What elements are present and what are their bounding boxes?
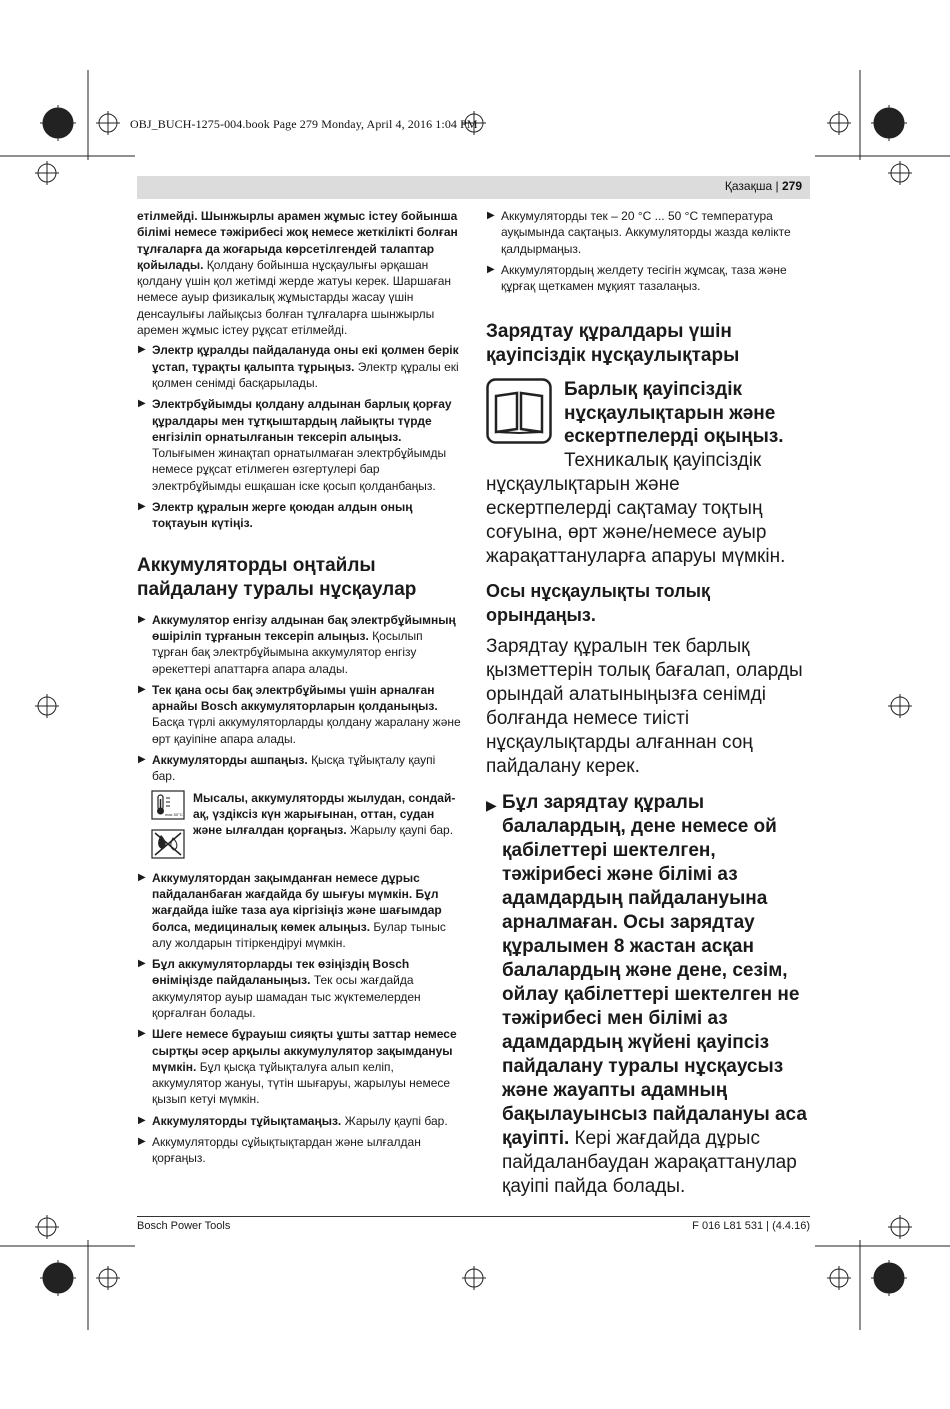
bullet-text: Булар тыныс алу жолдарын тітіркендіруі мүмкін. [152, 919, 446, 950]
list-item [137, 1113, 461, 1129]
bullet-bold: Аккумулятор енгізу алдынан бақ электрбұйымның өшіріліп тұрғанын тексеріп алыңыз. [152, 612, 456, 643]
bullet-text: Аккумулятордың желдету тесігін жұмсақ, таза және құрғақ щеткамен мұқият тазалаңыз. [501, 262, 787, 294]
children-warning-bold: Бұл зарядтау құралы балалардың, дене немесе ой қабілеттері шектелген, тәжірибесі және білімі аз адамдардың пайдалануына арналмаған. Осы зарядтау құралымен 8 жастан асқан балалардың және дене, сезім, ойлау қабілеттері шектелген не тәжірибесі мен білімі аз адамдардың жүйені қауіпсіз пайдалану туралы нұсқаусыз және жауапты адамның бақылауынсыз пайдалануы аса қауіпті. [502, 791, 807, 1149]
bullet-text: Басқа түрлі аккумуляторларды қолдану жаралану және өрт қауіпіне апара алады. [152, 715, 461, 746]
thermo-icon-label: max 50°C [165, 811, 183, 817]
bullet-text: Тек осы жағдайда аккумулятор ауыр шамадан тыс жүктемелерден қорғалған болады. [152, 973, 421, 1020]
children-warning-text: Кері жағдайда дұрыс пайдаланбаудан жарақаттанулар қауіпі пайда болады. [502, 1127, 797, 1197]
read-instructions-warning [486, 378, 810, 449]
bullet-bold: Электрбұйымды қолдану алдынан барлық қорғау құралдары мен тұтқыштардың лайықты түрде енгізіліп орнатылғанын тексеріп алыңыз. [152, 397, 452, 444]
footer-doc-id: F 016 L81 531 | (4.4.16) [692, 1220, 810, 1232]
heat-water-note [193, 790, 461, 864]
page-header [137, 176, 810, 199]
warning-bold-text: Барлық қауіпсіздік нұсқаулықтарын және ескертпелерді оқыңыз. [564, 379, 784, 448]
bullet-bold: Аккумуляторды тұйықтамаңыз. [152, 1113, 342, 1128]
list-item [137, 396, 461, 494]
charger-paragraph: Зарядтау құралын тек барлық қызметтерін толық бағалап, оларды орындай алатыныңызға сенімді болғанда немесе тиісті нұсқаулықтарды алғаннан соң пайдалану керек. [486, 635, 803, 777]
bullet-bold: Электр құралды пайдалануда оны екі қолмен берік ұстап, тұрақты қалыпта тұрыңыз. [152, 343, 459, 374]
bullet-bold: Шеге немесе бұрауыш сияқты ұшты заттар немесе сыртқы әсер арқылы аккумулулятор зақымдануы мүмкін. [152, 1027, 457, 1074]
bullet-arrow-icon: ▶ [138, 683, 146, 695]
list-item [137, 682, 461, 747]
header-separator: | [775, 179, 779, 193]
list-item [137, 1026, 461, 1107]
bullet-text: Қысқа тұйықталу қаупі бар. [152, 753, 436, 784]
header-page-number: 279 [781, 179, 802, 193]
book-icon [486, 378, 552, 444]
charger-subheading: Осы нұсқаулықты толық орындаңыз. [486, 580, 711, 625]
header-page-label [725, 179, 802, 193]
intro-bold: етілмейді. Шынжырлы арамен жұмыс істеу бойынша білімі немесе тәжірибесі жоқ немесе жеткілікті болған тұлғаларға да жоғарыда көрсетілгендей талаптар қойылады. [137, 209, 458, 272]
list-item [137, 956, 461, 1021]
list-item [486, 208, 810, 257]
list-item [137, 1134, 461, 1167]
bullet-text: Электр құралы екі қолмен сенімді басқарылады. [152, 359, 459, 390]
heat-water-warning [137, 790, 461, 864]
bullet-text: Бұл қысқа тұйықталуға алып келіп, аккумулятор жануы, түтін шығаруы, жарылуы немесе қызып кетуі мүмкін. [152, 1059, 451, 1107]
bullet-arrow-icon: ▶ [138, 613, 146, 625]
bullet-text: Аккумуляторды тек – 20 °C ... 50 °C температура ауқымында сақтаңыз. Аккумуляторды жазда көлікте қалдырмаңыз. [501, 209, 791, 256]
battery-section-heading: Аккумуляторды оңтайлы пайдалану туралы нұсқаулар [137, 554, 417, 600]
right-column [486, 208, 810, 1199]
footer-brand: Bosch Power Tools [137, 1220, 231, 1232]
bullet-bold: Тек қана осы бақ электрбұйымы үшін арналған арнайы Bosch аккумуляторларын қолданыңыз. [152, 682, 438, 714]
bullet-arrow-icon: ▶ [138, 501, 146, 513]
heat-water-note-text: Жарылу қаупі бар. [346, 823, 454, 838]
bullet-text: Жарылу қаупі бар. [341, 1113, 448, 1128]
bullet-arrow-icon: ▶ [138, 958, 146, 970]
bullet-text: Қосылып тұрған бақ электрбұйымына аккумулятор енгізу әрекеттері апаттарға апара алады. [152, 628, 423, 676]
warning-body: Техникалық қауіпсіздік нұсқаулықтарын және ескертпелерді сақтамау тоқтың соғуына, өрт және/немесе ауыр жарақаттануларға апаруы мүмкін. [486, 449, 786, 567]
header-language: Қазақша [724, 179, 773, 193]
list-item [137, 870, 461, 951]
bullet-bold: Бұл аккумуляторларды тек өзіңіздің Bosch өніміңізде пайдаланыңыз. [152, 957, 410, 988]
left-column [137, 208, 461, 1172]
bullet-arrow-icon: ▶ [487, 210, 495, 221]
bullet-arrow-icon: ▶ [138, 754, 146, 766]
list-item [137, 499, 461, 532]
heat-water-note-bold: Мысалы, аккумуляторды жылудан, сондай-ақ, үздіксіз күн жарығынан, оттан, судан және ылғалдан қорғаңыз. [193, 790, 456, 838]
list-item [486, 262, 810, 295]
bullet-bold: Аккумуляторды ашпаңыз. [152, 753, 308, 768]
no-water-icon [151, 829, 185, 859]
bullet-arrow-icon: ▶ [138, 1028, 146, 1040]
charger-section-heading: Зарядтау құралдары үшін қауіпсіздік нұсқаулықтары [486, 321, 740, 367]
bullet-arrow-icon: ▶ [138, 1114, 146, 1126]
bullet-arrow-icon: ▶ [138, 1136, 146, 1148]
bullet-arrow-icon: ▶ [487, 263, 495, 275]
children-warning [486, 791, 810, 1199]
list-item [137, 752, 461, 785]
print-slug: OBJ_BUCH-1275-004.book Page 279 Monday, April 4, 2016 1:04 PM [130, 117, 478, 131]
intro-paragraph [137, 208, 461, 338]
footer-rule [137, 1216, 810, 1217]
bullet-bold: Электр құралын жерге қоюдан алдын оның тоқтауын күтіңіз. [152, 500, 413, 531]
bullet-arrow-icon: ▶ [486, 796, 497, 813]
list-item [137, 342, 461, 391]
bullet-arrow-icon: ▶ [138, 871, 146, 883]
list-item [137, 612, 461, 677]
intro-text: Қолдану бойынша нұсқаулығы әрқашан қолдану үшін қол жетімді жерде жатуы керек. Шаршаған немесе ауыр физикалық жұмыстарды жасау үшін денсаулығы лайықсыз болған тұлғаларға шынжырлы аремен жұмыс істеу рұқсат етілмейді. [137, 257, 452, 338]
bullet-arrow-icon: ▶ [138, 344, 146, 356]
thermometer-icon [151, 790, 185, 820]
bullet-text: Толығымен жинақтап орнатылмаған электрбұйымды немесе рұқсат етілмеген өзгертулері бар электрбұйымды ешқашан іске қосып қолданбаңыз. [152, 446, 447, 493]
bullet-text: Аккумуляторды сұйықтықтардан және ылғалдан қорғаңыз. [152, 1135, 421, 1166]
warning-icons [151, 790, 187, 864]
bullet-arrow-icon: ▶ [138, 398, 146, 410]
bullet-bold: Аккумулятордан зақымданған немесе дұрыс пайдаланбаған жағдайда бу шығуы мүмкін. Бұл жағдайда іш̆ке таза ауа кіргізіңіз және шағымдар болса, медициналық көмек алыңыз. [152, 870, 442, 934]
